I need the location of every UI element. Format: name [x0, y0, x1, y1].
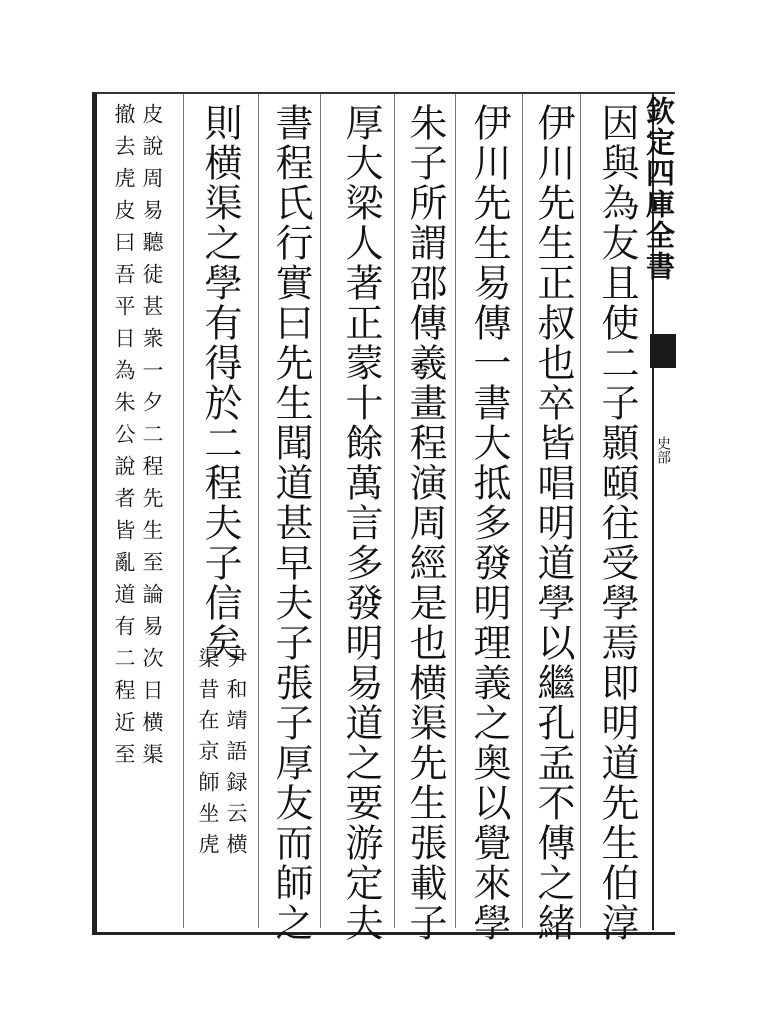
note-line-left: 渠昔在京師坐虎: [196, 647, 220, 864]
text-column-1: [588, 103, 646, 943]
column-rule: [320, 94, 321, 928]
text-column-6: [262, 103, 320, 943]
column-text: 伊川先生易傳一書大抵多發明理義之奥以覺來學: [467, 103, 511, 943]
margin-section: 史部: [655, 436, 671, 464]
column-rule: [522, 94, 523, 928]
column-text: 因與為友且使二子顥頤往受學焉即明道先生伯淳: [595, 103, 639, 943]
text-column-8: [106, 103, 166, 919]
interlinear-note: [190, 647, 250, 919]
column-text: 書程氏行實曰先生聞道甚早夫子張子厚友而師之: [269, 103, 313, 943]
column-text: 則横渠之學有得於二程夫子信矣: [198, 103, 242, 663]
text-column-3: [460, 103, 518, 943]
column-text: 伊川先生正叔也卒皆唱明道學以繼孔孟不傳之緒: [531, 103, 575, 943]
note-line-left: 撤去虎皮曰吾平日為朱公說者皆亂道有二程近至: [112, 103, 136, 775]
text-column-5: [332, 103, 390, 943]
column-rule: [394, 94, 395, 928]
note-line-right: 尹和靖語録云横: [224, 647, 248, 864]
text-column-2: [524, 103, 582, 943]
column-main: [190, 103, 250, 663]
column-rule: [258, 94, 259, 928]
text-column-7: [190, 103, 250, 919]
column-rule: [455, 94, 456, 928]
fish-tail-mark: [650, 334, 676, 368]
margin-title: 欽定四庫全書: [642, 96, 676, 282]
column-text: 厚大梁人著正蒙十餘萬言多發明易道之要游定夫: [339, 103, 383, 943]
note-line-right: 皮說周易聽徒甚衆一夕二程先生至論易次日横渠: [140, 103, 164, 775]
text-column-4: [396, 103, 454, 943]
interlinear-note: [106, 103, 166, 919]
column-text: 朱子所謂邵傳羲畫程演周經是也横渠先生張載子: [403, 103, 447, 943]
column-rule: [183, 94, 184, 928]
